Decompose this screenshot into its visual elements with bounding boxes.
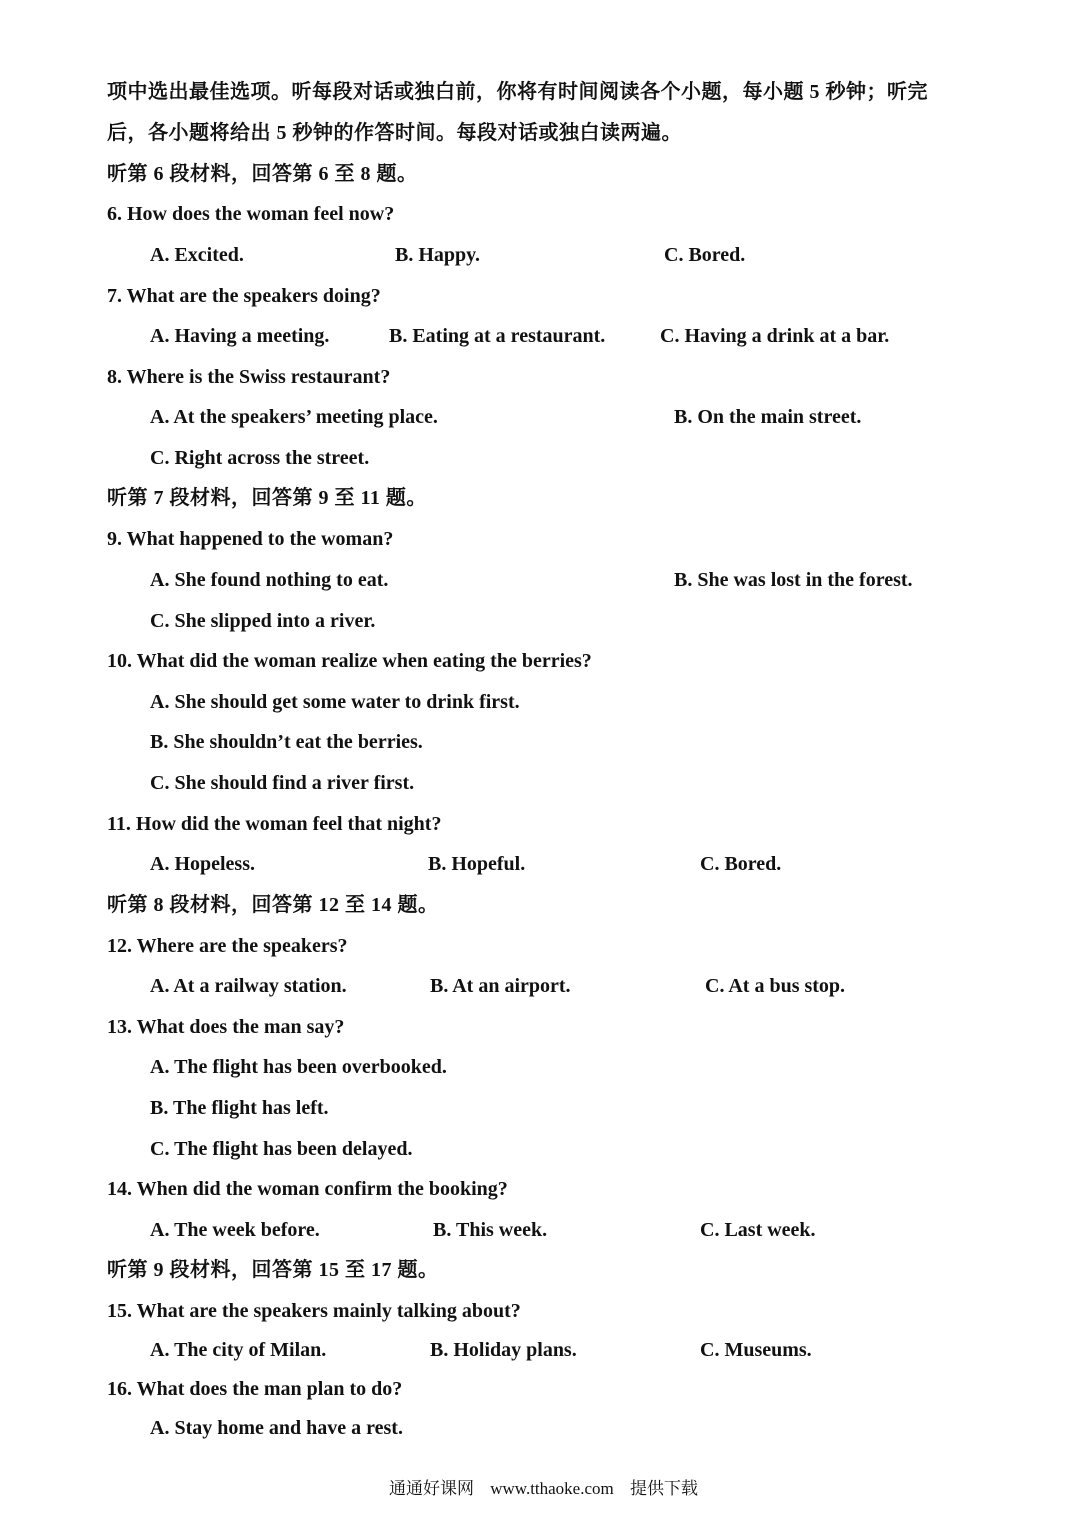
option-b: B. The flight has left. xyxy=(150,1097,329,1119)
section-heading: 听第 6 段材料，回答第 6 至 8 题。 xyxy=(107,163,418,185)
option-b: B. On the main street. xyxy=(674,406,862,428)
option-c: C. The flight has been delayed. xyxy=(150,1138,413,1160)
option-c: C. She slipped into a river. xyxy=(150,610,376,632)
section-heading: 听第 7 段材料，回答第 9 至 11 题。 xyxy=(107,487,427,509)
section-heading: 听第 8 段材料，回答第 12 至 14 题。 xyxy=(107,894,439,916)
option-c: C. Museums. xyxy=(700,1339,812,1361)
question-text: 6. How does the woman feel now? xyxy=(107,203,395,225)
option-a: A. She should get some water to drink first. xyxy=(150,691,520,713)
option-a: A. Stay home and have a rest. xyxy=(150,1417,403,1439)
question-text: 10. What did the woman realize when eating the berries? xyxy=(107,650,592,672)
instructions-line-2: 后，各小题将给出 5 秒钟的作答时间。每段对话或独白读两遍。 xyxy=(107,122,682,144)
option-b: B. At an airport. xyxy=(430,975,571,997)
page-footer xyxy=(0,1478,1087,1500)
option-a: A. At the speakers’ meeting place. xyxy=(150,406,438,428)
option-a: A. Having a meeting. xyxy=(150,325,330,347)
option-a: A. The flight has been overbooked. xyxy=(150,1056,447,1078)
option-a: A. The city of Milan. xyxy=(150,1339,327,1361)
option-a: A. Excited. xyxy=(150,244,244,266)
option-c: C. Bored. xyxy=(664,244,746,266)
option-c: C. Bored. xyxy=(700,853,782,875)
option-a: A. She found nothing to eat. xyxy=(150,569,389,591)
option-a: A. The week before. xyxy=(150,1219,320,1241)
question-text: 15. What are the speakers mainly talking about? xyxy=(107,1300,521,1322)
question-text: 11. How did the woman feel that night? xyxy=(107,813,442,835)
question-text: 7. What are the speakers doing? xyxy=(107,285,381,307)
footer-url[interactable]: www.tthaoke.com xyxy=(490,1479,614,1498)
footer-site-name: 通通好课网 xyxy=(388,1479,474,1498)
option-a: A. At a railway station. xyxy=(150,975,347,997)
option-b: B. Eating at a restaurant. xyxy=(389,325,606,347)
option-b: B. This week. xyxy=(433,1219,548,1241)
instructions-line-1: 项中选出最佳选项。听每段对话或独白前，你将有时间阅读各个小题，每小题 5 秒钟；听完 xyxy=(107,81,928,103)
option-c: C. At a bus stop. xyxy=(705,975,846,997)
option-a: A. Hopeless. xyxy=(150,853,255,875)
option-c: C. Having a drink at a bar. xyxy=(660,325,890,347)
option-c: C. Last week. xyxy=(700,1219,816,1241)
option-b: B. Holiday plans. xyxy=(430,1339,577,1361)
option-b: B. She was lost in the forest. xyxy=(674,569,913,591)
section-heading: 听第 9 段材料，回答第 15 至 17 题。 xyxy=(107,1259,439,1281)
question-text: 8. Where is the Swiss restaurant? xyxy=(107,366,391,388)
question-text: 14. When did the woman confirm the booking? xyxy=(107,1178,508,1200)
question-text: 12. Where are the speakers? xyxy=(107,935,348,957)
option-c: C. She should find a river first. xyxy=(150,772,415,794)
question-text: 13. What does the man say? xyxy=(107,1016,345,1038)
option-b: B. She shouldn’t eat the berries. xyxy=(150,731,423,753)
option-c: C. Right across the street. xyxy=(150,447,370,469)
question-text: 16. What does the man plan to do? xyxy=(107,1378,403,1400)
question-text: 9. What happened to the woman? xyxy=(107,528,394,550)
option-b: B. Happy. xyxy=(395,244,481,266)
footer-note: 提供下载 xyxy=(630,1479,699,1498)
option-b: B. Hopeful. xyxy=(428,853,526,875)
